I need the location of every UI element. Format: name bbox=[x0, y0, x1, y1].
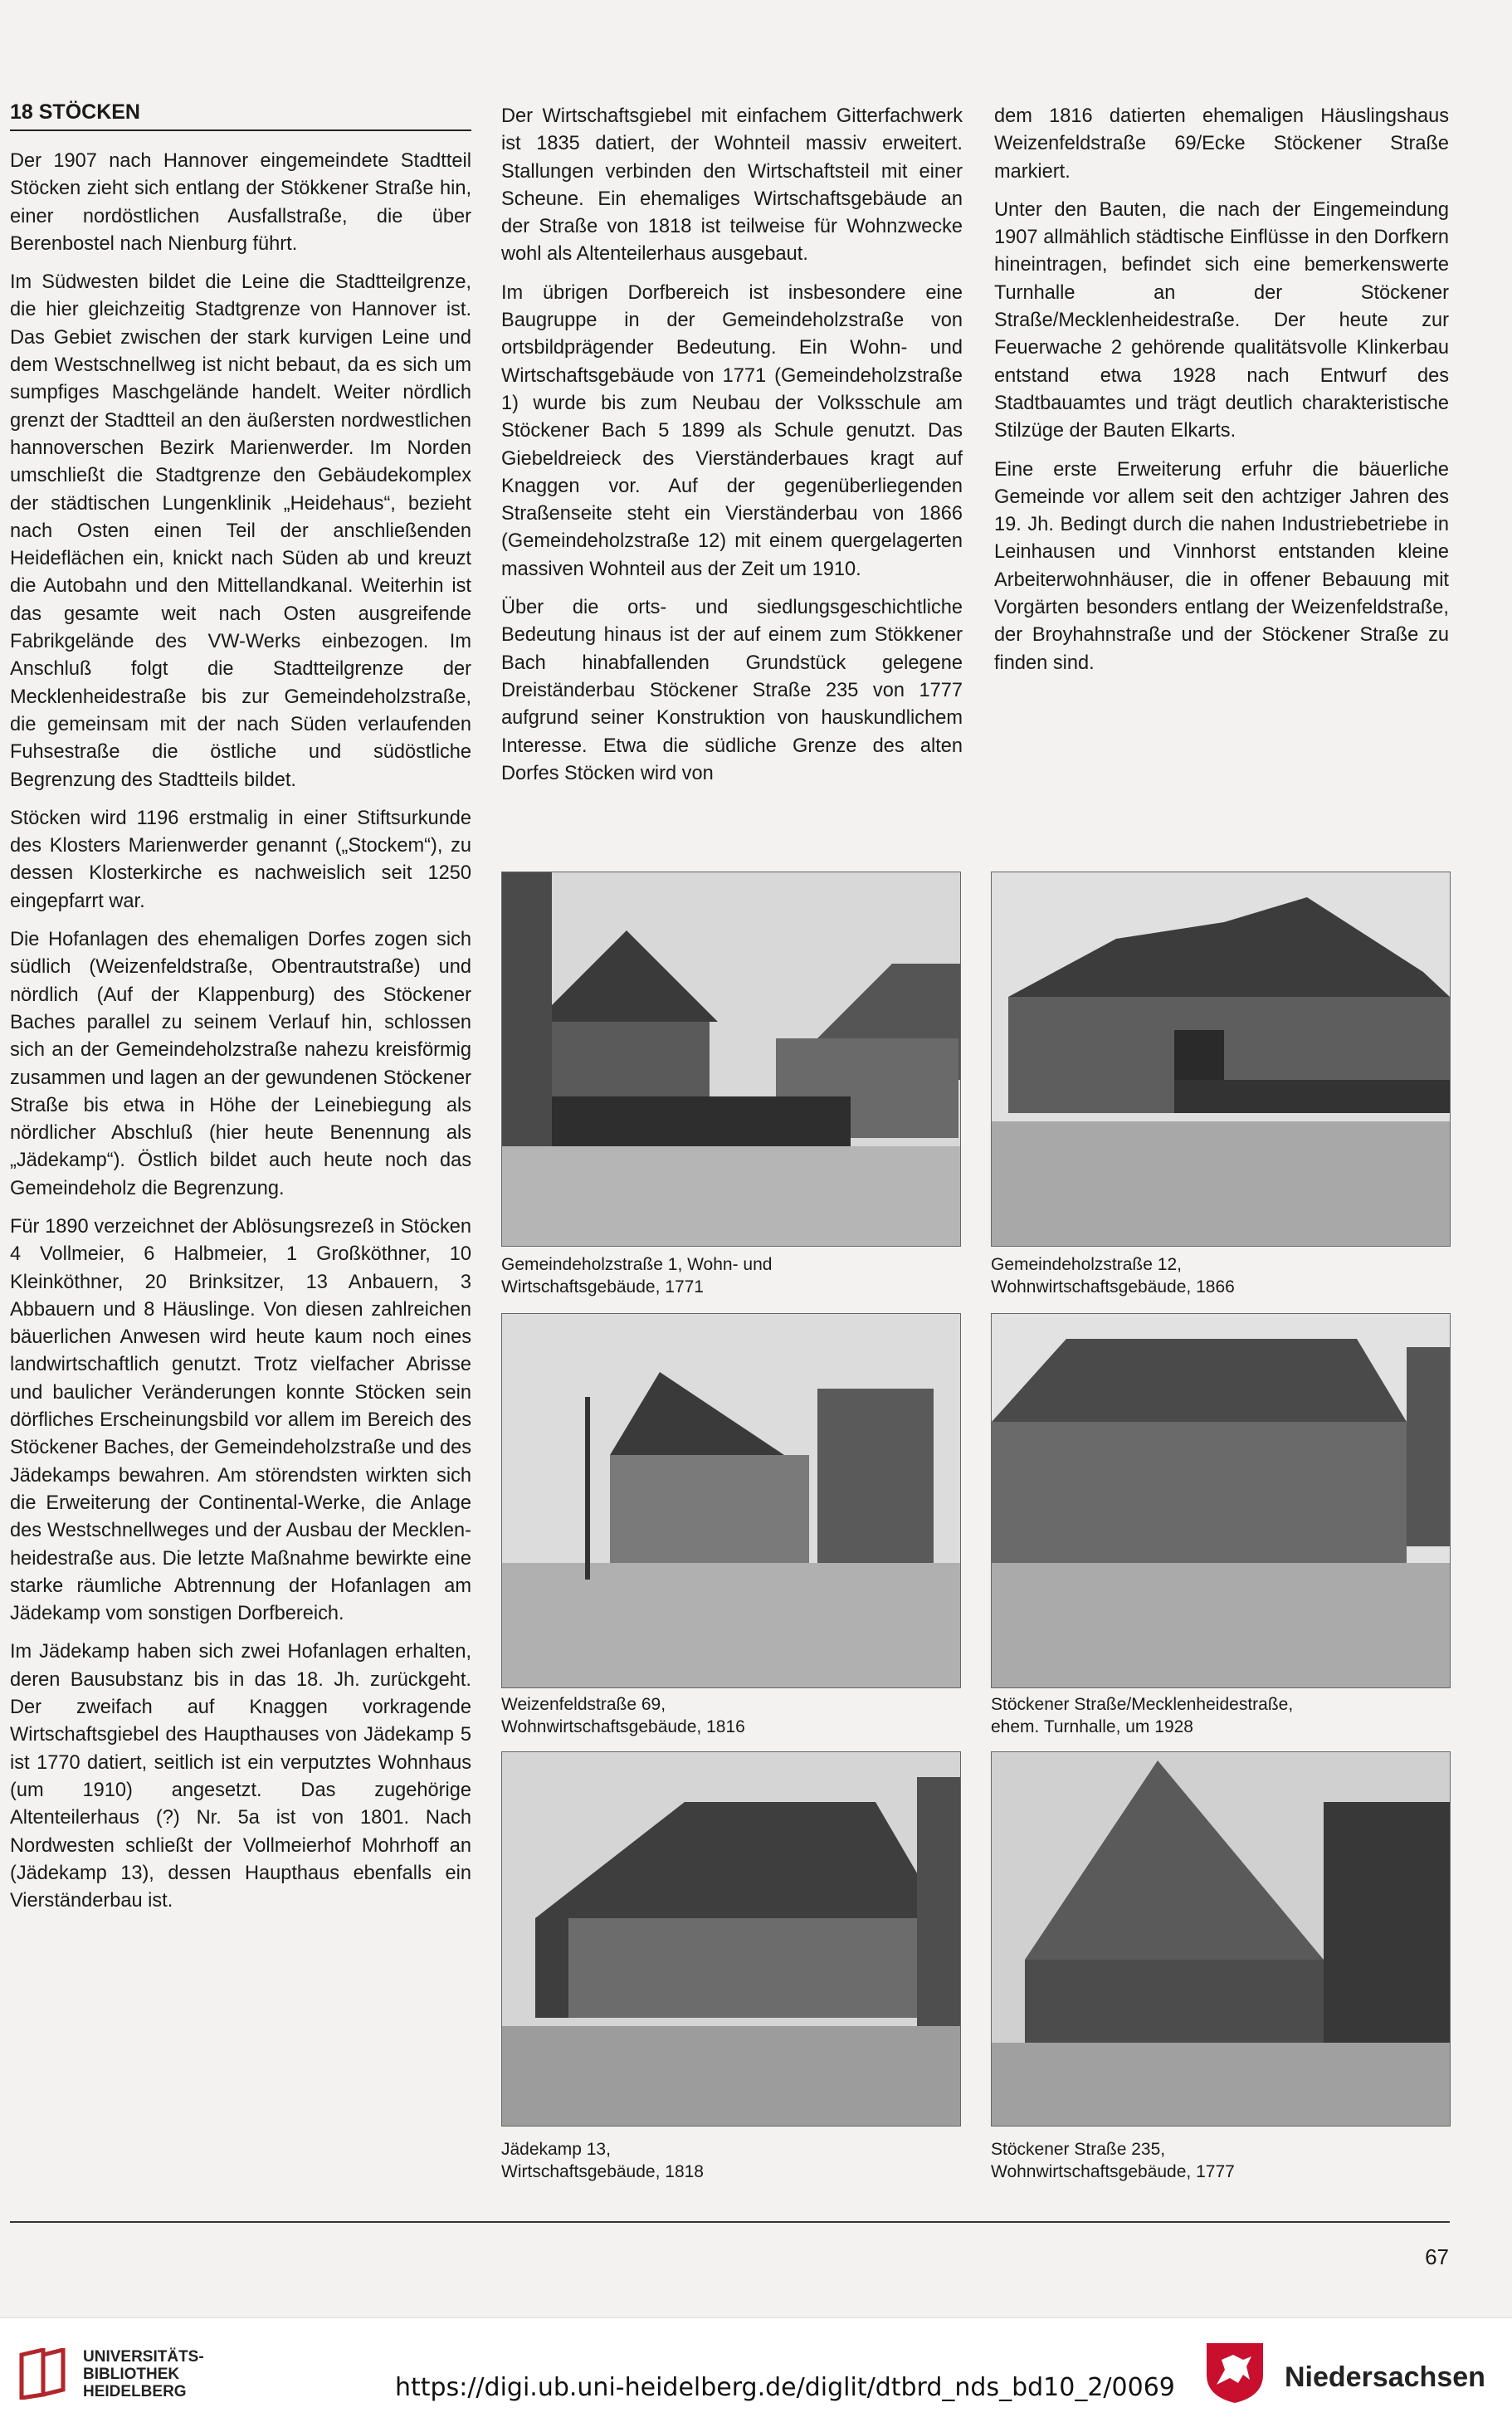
text-column-2 bbox=[501, 103, 963, 798]
paragraph: Für 1890 verzeichnet der Ablösungsrezeß in Stöcken 4 Vollmeier, 6 Halbmeier, 1 Großköthner, 10 Kleinköthner, 20 Brinksitzer, 13 Anbauern, 3 Abbauern und 8 Häuslinge. Von diesen zahlreichen bäuerlichen Anwesen wird heute kaum noch eines landwirtschaftlich genutzt. Trotz vielfacher Abrisse und baulicher Veränderungen konnte Stöcken sein dörfliches Erscheinungsbild vor allem im Bereich des Stöckener Baches, der Gemeindeholzstraße und des Jädekamps bewahren. Am störendsten wirkten sich die Erweiterung der Continental-Werke, die Anlage des Westschnellweges und der Ausbau der Mecklenheidestraße aus. Die letzte Maßnahme bewirkte eine starke räumliche Abtrennung der Hofanlagen am Jädekamp vom sonstigen Dorfbereich. bbox=[10, 1215, 471, 1625]
bottom-rule bbox=[10, 2221, 1450, 2223]
photo-gemeindeholzstrasse-12 bbox=[991, 872, 1451, 1247]
university-library-logo-icon bbox=[18, 2348, 66, 2400]
photo-caption: Jädekamp 13, Wirtschaftsgebäude, 1818 bbox=[501, 2140, 704, 2181]
photo-jaedekamp-13 bbox=[501, 1751, 961, 2127]
text-column-1 bbox=[10, 148, 471, 1926]
source-url-link[interactable]: https://digi.ub.uni-heidelberg.de/diglit/dtbrd_nds_bd10_2/0069 bbox=[395, 2373, 1175, 2402]
photo-caption: Stöckener Straße/Mecklenheidestraße, ehem. Turnhalle, um 1928 bbox=[991, 1695, 1294, 1736]
photo-stoeckener-strasse-235 bbox=[991, 1751, 1451, 2127]
lower-saxony-label: Niedersachsen bbox=[1285, 2361, 1485, 2393]
paragraph: Der 1907 nach Hannover eingemeindete Stadtteil Stöcken zieht sich entlang der Stökkener Straße hin, einer nordöstlichen Ausfallstraße, die über Berenbostel nach Nienburg führt. bbox=[10, 150, 471, 255]
paragraph: Im Südwesten bildet die Leine die Stadtteilgrenze, die hier gleichzeitig Stadtgrenze von Hannover ist. Das Gebiet zwischen der stark kurvigen Leine und dem Westschnellweg ist nicht bebaut, da es sich um sumpfiges Maschgelände handelt. Weiter nördlich grenzt der Stadtteil an den äußersten nordwestlichen hannoverschen Bezirk Marienwerder. Im Norden umschließt die Stadtgrenze den Gebäudekomplex der städtischen Lungenklinik „Heidehaus“, bezieht nach Osten einen Teil der anschließenden Heideflächen ein, knickt nach Süden ab und kreuzt die Autobahn und den Mittellandkanal. Weiterhin ist das gesamte weit nach Osten ausgreifende Fabrikgelände des VW-Werks einbezogen. Im Anschluß folgt die Stadtteilgrenze der Mecklenheidestraße bis zur Gemeindeholzstraße, die gemeinsam mit der nach Süden verlaufenden Fuhsestraße die östliche und südöstliche Begrenzung des Stadtteils bildet. bbox=[10, 271, 471, 791]
text-column-3 bbox=[994, 103, 1449, 688]
photo-caption: Stöckener Straße 235, Wohnwirtschaftsgebäude, 1777 bbox=[991, 2140, 1235, 2181]
paragraph: Die Hofanlagen des ehemaligen Dorfes zogen sich südlich (Weizenfeldstraße, Obentrautstraße) und nördlich (Auf der Klappenburg) des Stöckener Baches parallel zu seinem Verlauf hin, schlossen sich an der Gemeindeholzstraße nahezu kreisförmig zusammen und lagen an der gewundenen Stöckener Straße bis etwa in Höhe der Leinebiegung als nördlicher Abschluß (hier heute Benennung als „Jädekamp“). Östlich bildet auch heute noch das Gemeindeholz die Begrenzung. bbox=[10, 929, 471, 1199]
university-library-name: UNIVERSITÄTS- BIBLIOTHEK HEIDELBERG bbox=[83, 2348, 204, 2400]
footer-bar bbox=[0, 2317, 1512, 2427]
paragraph: Stöcken wird 1196 erstmalig in einer Stiftsurkunde des Klosters Marienwerder genannt („Stockem“), zu dessen Klosterkirche es nachweislich seit 1250 eingepfarrt war. bbox=[10, 807, 471, 912]
photo-gemeindeholzstrasse-1 bbox=[501, 872, 961, 1247]
paragraph: Im Jädekamp haben sich zwei Hofanlagen erhalten, deren Bausubstanz bis in das 18. Jh. zurückgeht. Der zweifach auf Knaggen vorkragende Wirtschaftsgiebel des Haupthauses von Jädekamp 5 ist 1770 datiert, seitlich ist ein verputztes Wohnhaus (um 1910) angesetzt. Das zugehörige Altenteilerhaus (?) Nr. 5a ist von 1801. Nach Nordwesten schließt der Vollmeierhof Mohrhoff an (Jädekamp 13), dessen Haupthaus ebenfalls ein Vierständerbau ist. bbox=[10, 1641, 471, 1912]
photo-weizenfeldstrasse-69 bbox=[501, 1313, 961, 1688]
paragraph: Eine erste Erweiterung erfuhr die bäuerliche Gemeinde vor allem seit den achtziger Jahren des 19. Jh. Bedingt durch die nahen Industriebetriebe in Leinhausen und Vinnhorst entstanden kleine Arbeiterwohnhäuser, die in offener Bebauung mit Vorgärten besonders entlang der Weizenfeldstraße, der Broyhahnstraße und der Stöckener Straße zu finden sind. bbox=[994, 458, 1449, 674]
photo-caption: Gemeindeholzstraße 12, Wohnwirtschaftsgebäude, 1866 bbox=[991, 1255, 1235, 1297]
photo-turnhalle bbox=[991, 1313, 1451, 1688]
section-heading: 18 STÖCKEN bbox=[10, 98, 471, 131]
photo-caption: Weizenfeldstraße 69, Wohnwirtschaftsgebäude, 1816 bbox=[501, 1695, 745, 1736]
lower-saxony-horse-icon bbox=[1205, 2342, 1265, 2405]
paragraph: dem 1816 datierten ehemaligen Häuslingshaus Weizenfeldstraße 69/Ecke Stöckener Straße markiert. bbox=[994, 105, 1449, 183]
paragraph: Über die orts- und siedlungsgeschichtliche Bedeutung hinaus ist der auf einem zum Stökkener Bach hinabfallenden Grundstück gelegene Dreiständerbau Stöckener Straße 235 von 1777 aufgrund seiner Konstruktion von hauskundlichem Interesse. Etwa die südliche Grenze des alten Dorfes Stöcken wird von bbox=[501, 597, 963, 784]
photo-caption: Gemeindeholzstraße 1, Wohn- und Wirtschaftsgebäude, 1771 bbox=[501, 1255, 773, 1297]
paragraph: Der Wirtschaftsgiebel mit einfachem Gitterfachwerk ist 1835 datiert, der Wohnteil massiv erweitert. Stallungen verbinden den Wirtschaftsteil mit einer Scheune. Ein ehemaliges Wirtschaftsgebäude an der Straße von 1818 ist teilweise für Wohnzwecke wohl als Altenteilerhaus ausgebaut. bbox=[501, 105, 963, 266]
paragraph: Unter den Bauten, die nach der Eingemeindung 1907 allmählich städtische Einflüsse in den Dorfkern hineintragen, befindet sich eine bemerkenswerte Turnhalle an der Stöckener Straße/Mecklenheidestraße. Der heute zur Feuerwache 2 gehörende qualitätsvolle Klinkerbau entstand etwa 1928 nach Entwurf des Stadtbauamtes und trägt deutlich charakteristische Stilzüge der Bauten Elkarts. bbox=[994, 198, 1449, 442]
page-number: 67 bbox=[1425, 2244, 1449, 2269]
paragraph: Im übrigen Dorfbereich ist insbesondere eine Baugruppe in der Gemeindeholzstraße von ortsbildprägender Bedeutung. Ein Wohn- und Wirtschaftsgebäude von 1771 (Gemeindeholzstraße 1) wurde bis zum Neubau der Volksschule am Stöckener Bach 5 1899 als Schule genutzt. Das Giebeldreieck des Vierständerbaues kragt auf Knaggen vor. Auf der gegenüberliegenden Straßenseite steht ein Vierständerbau von 1866 (Gemeindeholzstraße 12) mit einem quergelagerten massiven Wohnteil aus der Zeit um 1910. bbox=[501, 281, 963, 580]
